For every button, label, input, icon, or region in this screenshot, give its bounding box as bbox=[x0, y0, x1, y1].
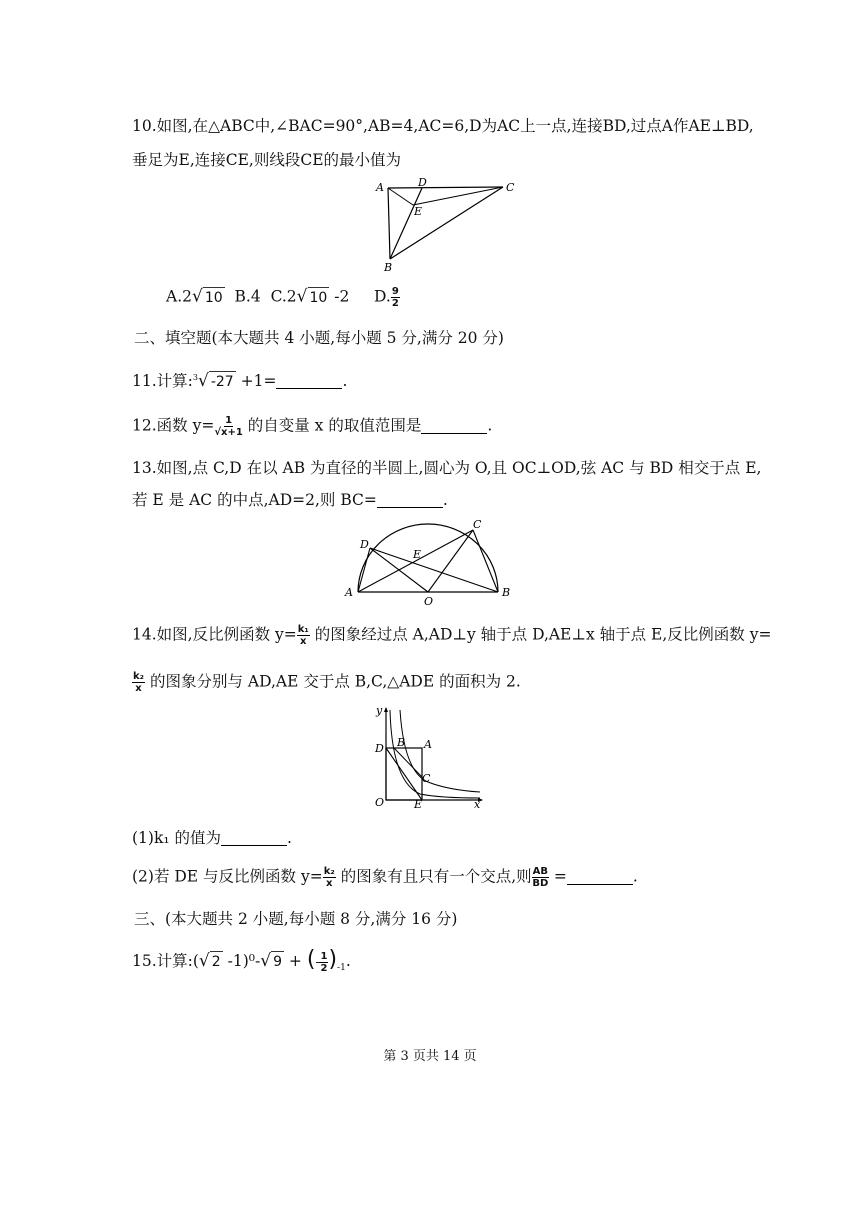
q14-graph-figure bbox=[370, 702, 485, 808]
section-3-heading: 三、(本大题共 2 小题,每小题 8 分,满分 16 分) bbox=[134, 910, 458, 928]
ab-over-bd-fraction: $\frac{AB}{BD}$ bbox=[532, 866, 549, 889]
q10-label-d: D bbox=[418, 176, 427, 189]
q13-label-e: E bbox=[413, 548, 422, 561]
q10-label-c: C bbox=[506, 181, 515, 194]
q14-label-y: y bbox=[376, 704, 383, 717]
q14-k1-fraction: $\frac{\text{k₁}}{x}$ bbox=[297, 624, 309, 647]
q10-label-b: B bbox=[384, 261, 393, 274]
q10-label-a: A bbox=[376, 181, 384, 194]
q10-line1: 10.如图,在△ABC中,∠BAC=90°,AB=4,AC=6,D为AC上一点,连接BD,过点A作AE⊥BD, bbox=[132, 117, 754, 135]
q14-part2-answer-blank[interactable] bbox=[567, 868, 633, 885]
q15-radicand-2: 9 bbox=[271, 951, 284, 972]
option-d-prefix: D. bbox=[374, 287, 391, 306]
q12-answer-blank[interactable] bbox=[421, 417, 487, 434]
q12-fraction: $\frac{1}{√x+1}$ bbox=[214, 415, 243, 438]
q10-triangle-figure bbox=[370, 175, 520, 275]
q13-label-a: A bbox=[345, 586, 353, 599]
q13-answer-blank[interactable] bbox=[377, 491, 443, 508]
q15-line: 15.计算:(√ 2 -1)⁰-√ 9 + (- $\frac{1}{2}$ )$_{-1}$. bbox=[132, 947, 351, 974]
q14-line1: 14.如图,反比例函数 y= $\frac{\text{k₁}}{x}$ 的图象经过点 A,AD⊥y 轴于点 D,AE⊥x 轴于点 E,反比例函数 y= bbox=[132, 624, 772, 647]
q14-part1-answer-blank[interactable] bbox=[221, 829, 287, 846]
q11-line: 11.计算:$^3$√ -27 +1= . bbox=[132, 371, 348, 392]
option-c-prefix: C.2 bbox=[270, 287, 297, 306]
q12-line: 12.函数 y= $\frac{1}{√x+1}$ 的自变量 x 的取值范围是 . bbox=[132, 415, 493, 438]
q13-label-c: C bbox=[473, 518, 482, 531]
q14-label-e: E bbox=[414, 798, 423, 808]
q13-semicircle-figure bbox=[340, 512, 520, 607]
q14-label-a: A bbox=[424, 738, 432, 751]
option-d-fraction: $\frac{9}{2}$ bbox=[391, 286, 399, 309]
q10-options: A.2√ 10 B.4 C.2√ 10 -2 D. $\frac{9}{2}$ bbox=[166, 286, 399, 309]
q14-k2-fraction: $\frac{\text{k₂}}{x}$ bbox=[133, 671, 145, 694]
q15-radicand-1: 2 bbox=[210, 951, 223, 972]
q11-radicand: -27 bbox=[209, 371, 236, 392]
q11-answer-blank[interactable] bbox=[276, 372, 342, 389]
q14-label-d: D bbox=[375, 742, 384, 755]
option-c-radicand: 10 bbox=[308, 287, 330, 308]
q10-label-e: E bbox=[414, 205, 423, 218]
q14-part1: (1)k₁ 的值为 . bbox=[132, 829, 292, 847]
q14-line2: $\frac{\text{k₂}}{x}$ 的图象分别与 AD,AE 交于点 B,C,△ADE 的面积为 2. bbox=[133, 671, 521, 694]
q14-part2: (2)若 DE 与反比例函数 y= $\frac{\text{k₂}}{x}$ 的图象有且只有一个交点,则 $\frac{AB}{BD}$ = . bbox=[132, 866, 638, 889]
option-b: B.4 bbox=[234, 287, 261, 306]
option-c-suffix: -2 bbox=[334, 287, 350, 306]
q14-label-x: x bbox=[474, 798, 481, 808]
q13-line1: 13.如图,点 C,D 在以 AB 为直径的半圆上,圆心为 O,且 OC⊥OD,弦 AC 与 BD 相交于点 E, bbox=[132, 459, 762, 477]
page-footer: 第 3 页共 14 页 bbox=[383, 1049, 477, 1064]
q15-fraction: $\frac{1}{2}$ bbox=[320, 950, 328, 974]
option-a-prefix: A.2 bbox=[166, 287, 192, 306]
section-2-heading: 二、填空题(本大题共 4 小题,每小题 5 分,满分 20 分) bbox=[134, 329, 504, 347]
option-a-radicand: 10 bbox=[203, 287, 225, 308]
q10-line2: 垂足为E,连接CE,则线段CE的最小值为 bbox=[132, 151, 402, 169]
q14-label-c: C bbox=[422, 772, 431, 785]
q13-label-o: O bbox=[424, 595, 434, 607]
q14-label-o: O bbox=[375, 796, 385, 808]
q13-line2: 若 E 是 AC 的中点,AD=2,则 BC= . bbox=[132, 491, 448, 509]
q14-label-b: B bbox=[397, 736, 406, 749]
q13-label-d: D bbox=[360, 538, 369, 551]
q13-label-b: B bbox=[502, 586, 511, 599]
q14-part2-fraction: $\frac{\text{k₂}}{x}$ bbox=[323, 866, 335, 889]
